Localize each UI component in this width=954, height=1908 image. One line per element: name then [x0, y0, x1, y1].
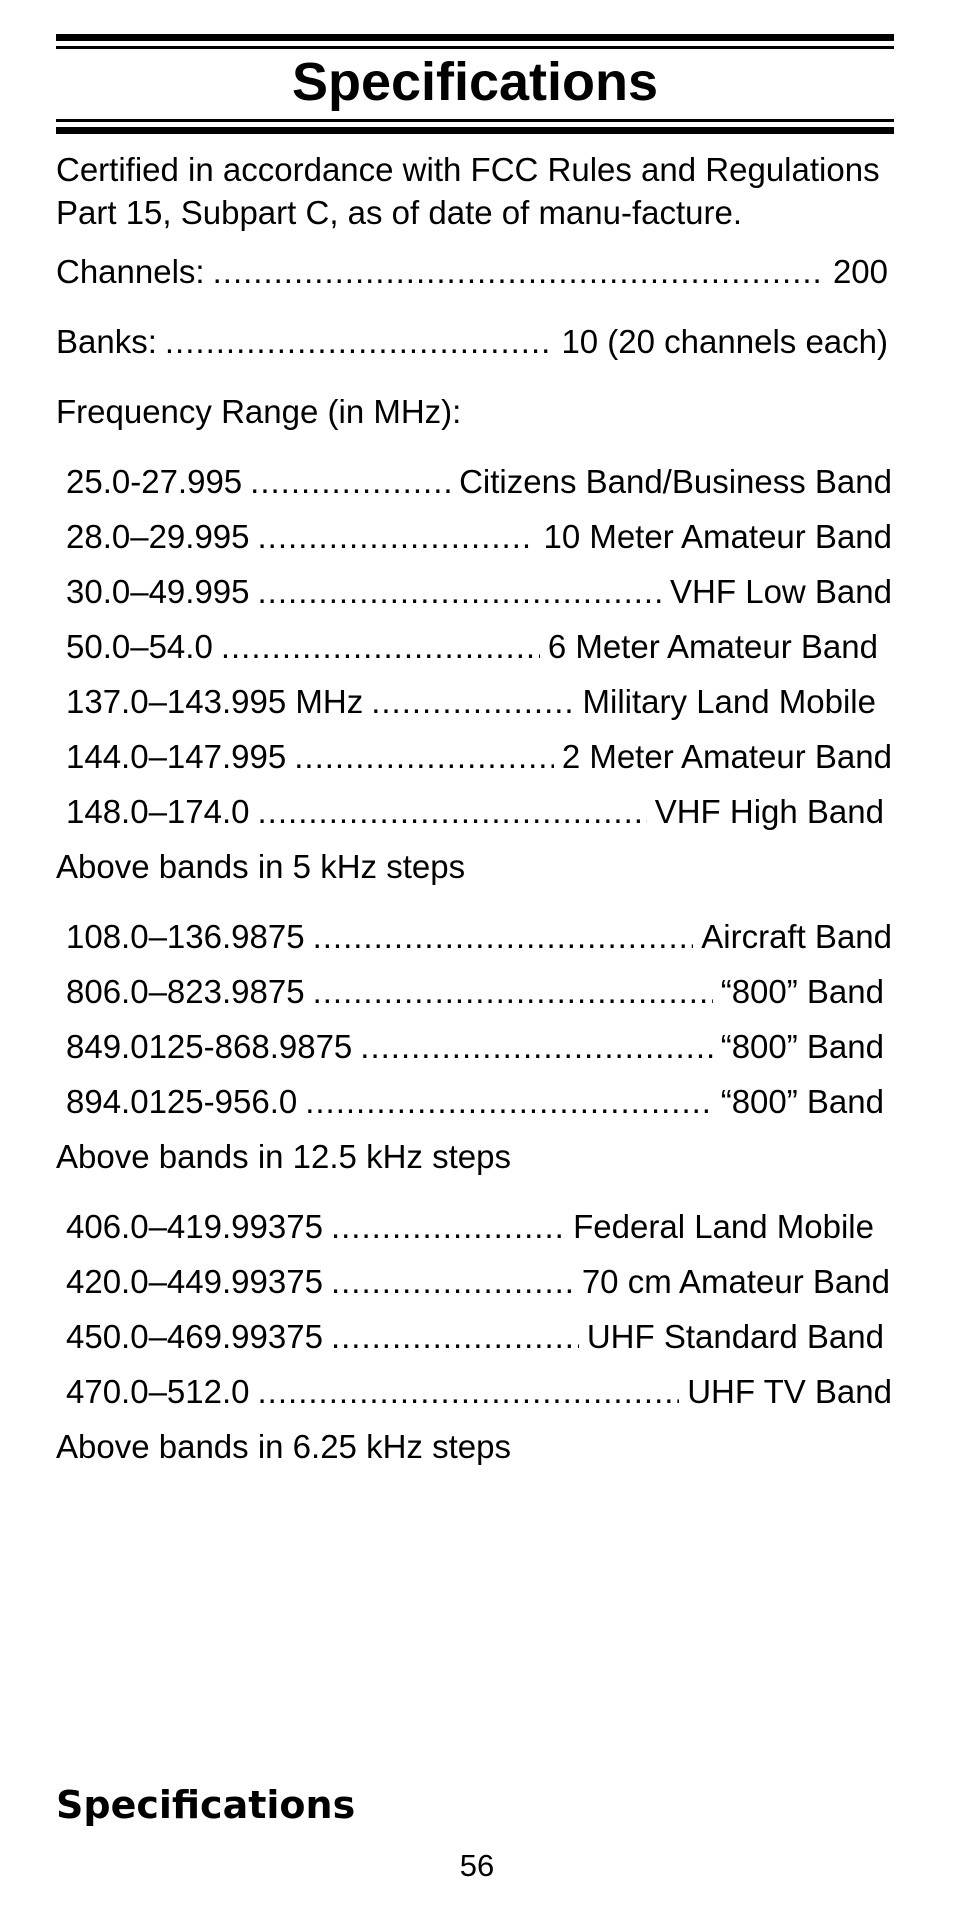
band-range: 849.0125-868.9875: [66, 1028, 353, 1065]
band-row: [66, 917, 892, 957]
dot-leader: [258, 572, 663, 612]
band-row: [66, 627, 878, 667]
dot-leader: [331, 1262, 574, 1302]
band-row: [66, 1207, 874, 1247]
spec-row-channels: [56, 252, 888, 292]
band-range: 148.0–174.0: [66, 793, 250, 830]
band-range: 144.0–147.995: [66, 738, 287, 775]
band-row: [66, 1027, 884, 1067]
band-name: “800” Band: [720, 1083, 884, 1120]
dot-leader: [305, 1082, 713, 1122]
band-name: Aircraft Band: [701, 918, 892, 955]
page-number: 56: [459, 1848, 495, 1883]
fcc-certification-text: Certified in accordance with FCC Rules and Regulations Part 15, Subpart C, as of date of manu-facture.: [56, 151, 880, 231]
footer-section-title: Specifications: [56, 1783, 356, 1827]
band-name: VHF High Band: [654, 793, 884, 830]
spec-value: 10 (20 channels each): [561, 323, 888, 360]
top-rule-thick: [56, 34, 894, 41]
spec-label: Channels:: [56, 253, 205, 290]
band-row: [66, 1262, 890, 1302]
band-name: 10 Meter Amateur Band: [543, 518, 892, 555]
band-name: 70 cm Amateur Band: [581, 1263, 890, 1300]
band-range: 50.0–54.0: [66, 628, 213, 665]
spec-row-banks: [56, 322, 888, 362]
step-note: Above bands in 12.5 kHz steps: [56, 1138, 511, 1175]
band-row: [66, 517, 892, 557]
band-name: UHF Standard Band: [586, 1318, 884, 1355]
band-range: 30.0–49.995: [66, 573, 250, 610]
band-row: [66, 972, 884, 1012]
band-name: Military Land Mobile: [582, 683, 876, 720]
band-range: 894.0125-956.0: [66, 1083, 298, 1120]
dot-leader: [258, 517, 536, 557]
band-range: 406.0–419.99375: [66, 1208, 323, 1245]
step-note: Above bands in 5 kHz steps: [56, 848, 466, 885]
band-range: 450.0–469.99375: [66, 1318, 323, 1355]
step-note: Above bands in 6.25 kHz steps: [56, 1428, 511, 1465]
spec-value: 200: [832, 253, 888, 290]
dot-leader: [331, 1317, 579, 1357]
dot-leader: [313, 972, 713, 1012]
band-name: 2 Meter Amateur Band: [561, 738, 892, 775]
band-name: Federal Land Mobile: [573, 1208, 874, 1245]
band-row: [66, 1372, 892, 1412]
band-row: [66, 462, 892, 502]
dot-leader: [313, 917, 694, 957]
band-group-6-25khz: [56, 1207, 894, 1467]
frequency-range-heading: Frequency Range (in MHz):: [56, 393, 462, 430]
band-name: UHF TV Band: [687, 1373, 892, 1410]
band-range: 470.0–512.0: [66, 1373, 250, 1410]
dot-leader: [221, 627, 540, 667]
band-row: [66, 1317, 884, 1357]
band-range: 806.0–823.9875: [66, 973, 305, 1010]
dot-leader: [258, 792, 647, 832]
band-name: VHF Low Band: [670, 573, 892, 610]
dot-leader: [331, 1207, 565, 1247]
band-row: [66, 1082, 884, 1122]
band-name: Citizens Band/Business Band: [459, 463, 892, 500]
bottom-rule-thick: [56, 127, 894, 134]
dot-leader: [250, 462, 451, 502]
band-range: 108.0–136.9875: [66, 918, 305, 955]
band-name: “800” Band: [720, 1028, 884, 1065]
dot-leader: [371, 682, 574, 722]
page-title: Specifications: [291, 52, 659, 112]
dot-leader: [258, 1372, 680, 1412]
band-row: [66, 737, 892, 777]
dot-leader: [213, 252, 825, 292]
band-group-5khz: [56, 462, 894, 887]
band-range: 420.0–449.99375: [66, 1263, 323, 1300]
dot-leader: [165, 322, 554, 362]
spec-label: Banks:: [56, 323, 157, 360]
dot-leader: [294, 737, 554, 777]
band-range: 28.0–29.995: [66, 518, 250, 555]
band-row: [66, 572, 892, 612]
band-name: 6 Meter Amateur Band: [547, 628, 878, 665]
band-row: [66, 682, 876, 722]
specifications-page: [56, 34, 894, 1467]
band-group-12-5khz: [56, 917, 894, 1177]
band-name: “800” Band: [720, 973, 884, 1010]
band-range: 25.0-27.995: [66, 463, 243, 500]
band-row: [66, 792, 884, 832]
band-range: 137.0–143.995 MHz: [66, 683, 364, 720]
dot-leader: [360, 1027, 712, 1067]
